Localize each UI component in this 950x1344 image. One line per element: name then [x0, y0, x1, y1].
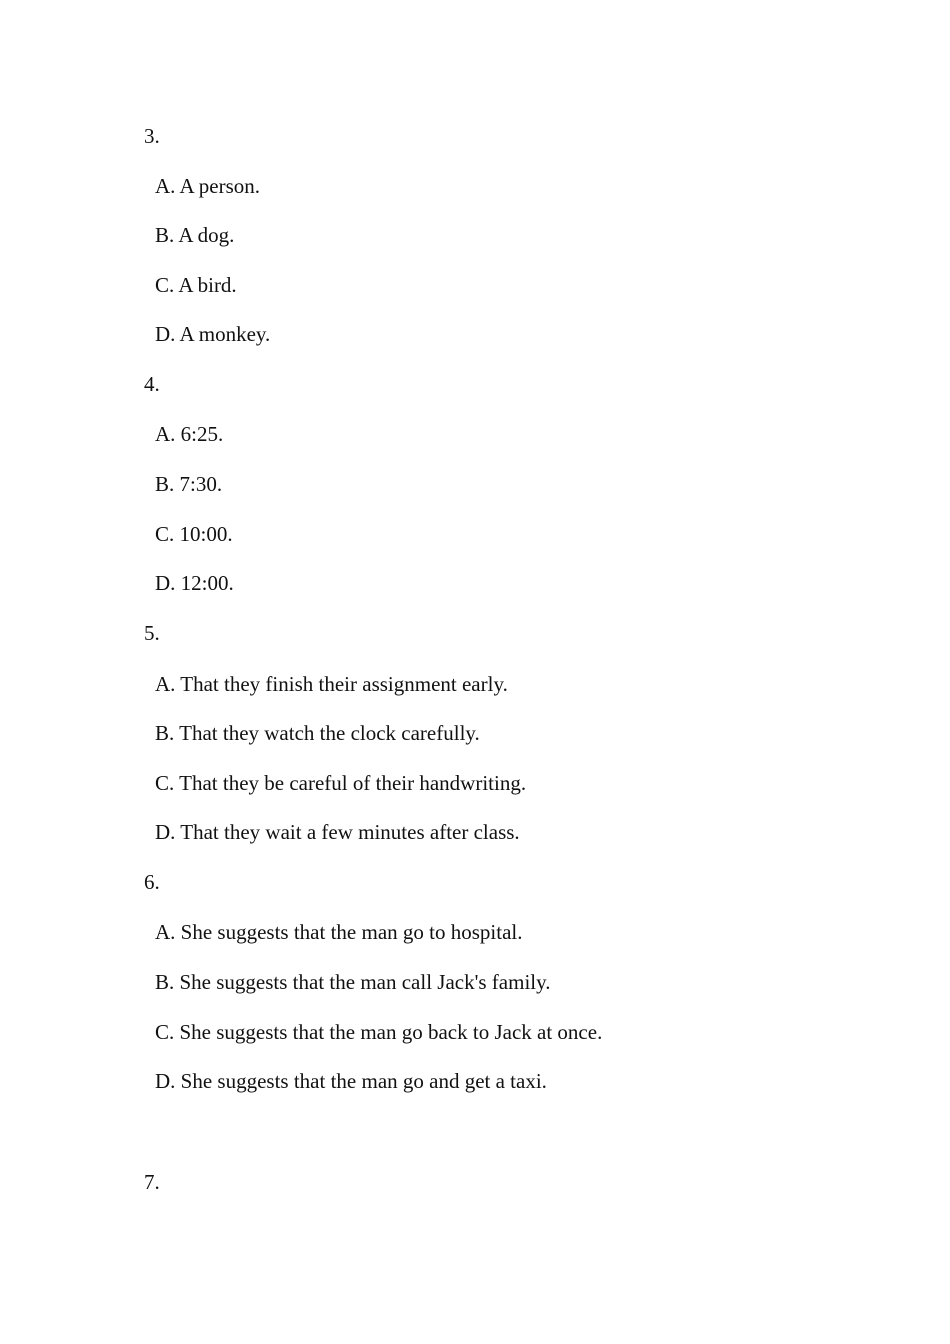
question-number: 4.: [144, 372, 160, 396]
answer-option: A. 6:25.: [155, 422, 224, 446]
answer-option: D. She suggests that the man go and get a taxi.: [155, 1069, 547, 1093]
answer-option: C. She suggests that the man go back to Jack at once.: [155, 1020, 603, 1044]
answer-option: C. 10:00.: [155, 522, 233, 546]
answer-option: B. That they watch the clock carefully.: [155, 721, 480, 745]
answer-option: D. 12:00.: [155, 571, 234, 595]
answer-option: C. That they be careful of their handwriting.: [155, 771, 527, 795]
answer-option: D. A monkey.: [155, 322, 271, 346]
answer-option: A. A person.: [155, 174, 260, 198]
question-number: 3.: [144, 124, 160, 148]
answer-option: D. That they wait a few minutes after class.: [155, 820, 520, 844]
question-number: 6.: [144, 870, 160, 894]
answer-option: B. She suggests that the man call Jack's family.: [155, 970, 551, 994]
answer-option: A. She suggests that the man go to hospital.: [155, 920, 523, 944]
answer-option: B. A dog.: [155, 223, 235, 247]
answer-option: A. That they finish their assignment early.: [155, 672, 508, 696]
question-number: 5.: [144, 621, 160, 645]
answer-option: B. 7:30.: [155, 472, 223, 496]
question-number: 7.: [144, 1170, 160, 1194]
answer-option: C. A bird.: [155, 273, 237, 297]
